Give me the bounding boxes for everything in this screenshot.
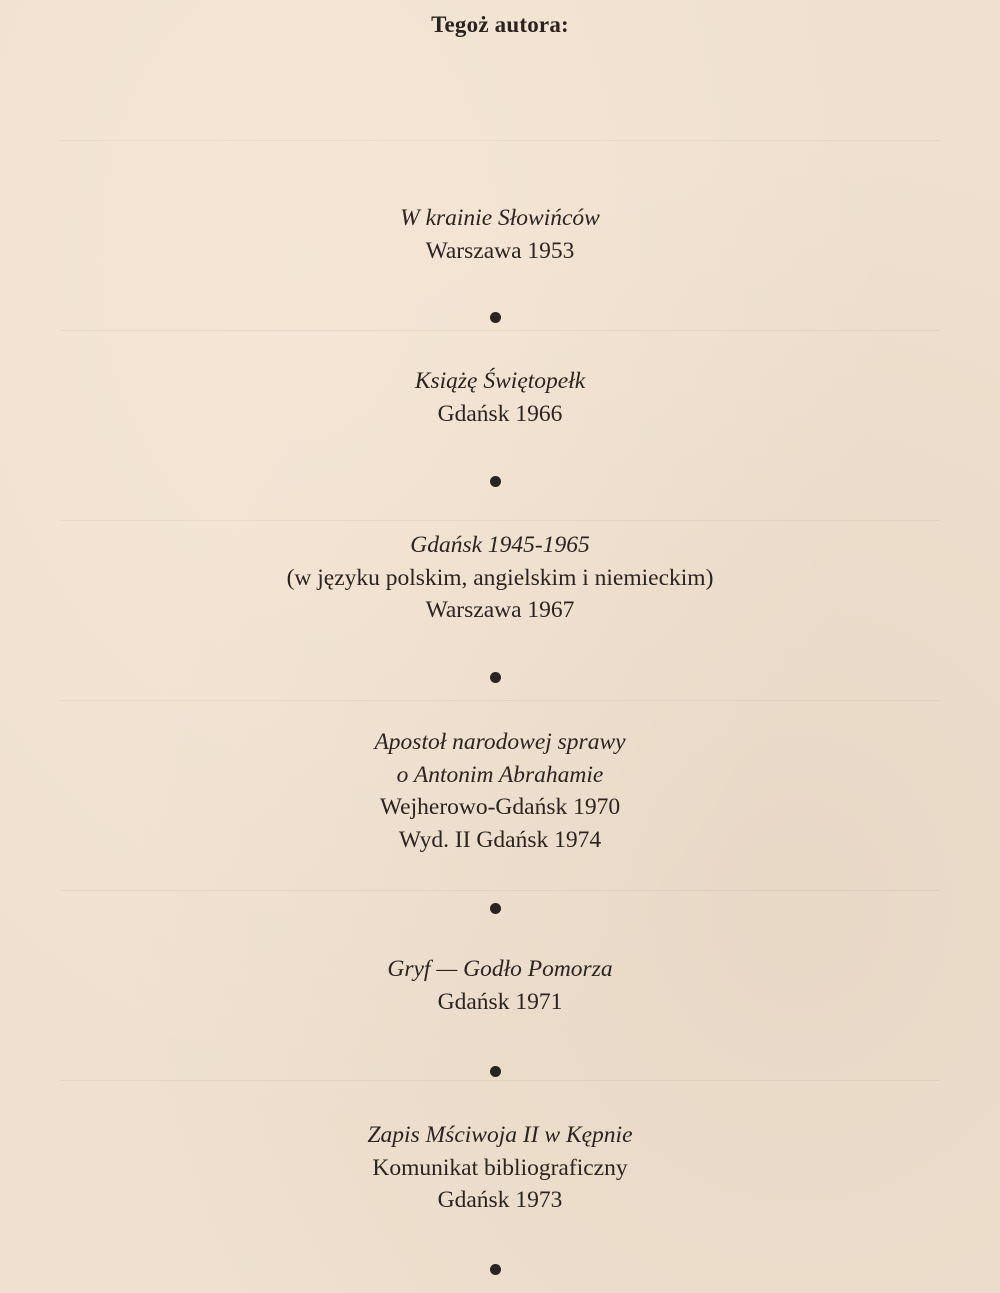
bibliography-entry <box>0 202 1000 267</box>
separator-bullet-icon <box>490 1264 501 1275</box>
separator-bullet-icon <box>490 672 501 683</box>
entry-publication: Gdańsk 1971 <box>437 988 563 1015</box>
bleed-through-line <box>60 890 940 891</box>
entry-note: (w języku polskim, angielskim i niemieckim) <box>286 564 714 591</box>
bibliography-entry <box>0 726 1000 856</box>
entry-title: W krainie Słowińców <box>400 205 600 231</box>
entry-title-line-1: Apostoł narodowej sprawy <box>374 729 626 755</box>
entry-publication: Wejherowo-Gdańsk 1970 <box>379 794 621 820</box>
bleed-through-line <box>60 520 940 521</box>
bibliography-entry <box>0 1119 1000 1217</box>
entry-second-edition: Wyd. II Gdańsk 1974 <box>398 826 602 853</box>
entry-note: Komunikat bibliograficzny <box>372 1154 628 1181</box>
bibliography-entry <box>0 365 1000 430</box>
separator-bullet-icon <box>490 312 501 323</box>
page-heading: Tegoż autora: <box>431 12 569 37</box>
entry-title-line-2: o Antonim Abrahamie <box>396 761 604 788</box>
entry-publication: Warszawa 1967 <box>425 597 575 623</box>
bibliography-entry <box>0 953 1000 1018</box>
entry-title: Gdańsk 1945-1965 <box>410 532 590 558</box>
entry-publication: Gdańsk 1966 <box>437 400 563 427</box>
bleed-through-line <box>60 700 940 701</box>
entry-title: Książę Świętopełk <box>414 368 586 394</box>
separator-bullet-icon <box>490 476 501 487</box>
separator-bullet-icon <box>490 903 501 914</box>
bibliography-entry <box>0 529 1000 627</box>
entry-publication: Warszawa 1953 <box>425 237 575 264</box>
separator-bullet-icon <box>490 1066 501 1077</box>
bleed-through-line <box>60 1080 940 1081</box>
bleed-through-line <box>60 140 940 141</box>
entry-publication: Gdańsk 1973 <box>437 1187 563 1213</box>
entry-title: Zapis Mściwoja II w Kępnie <box>367 1122 633 1148</box>
bleed-through-line <box>60 330 940 331</box>
entry-title: Gryf — Godło Pomorza <box>387 956 613 982</box>
